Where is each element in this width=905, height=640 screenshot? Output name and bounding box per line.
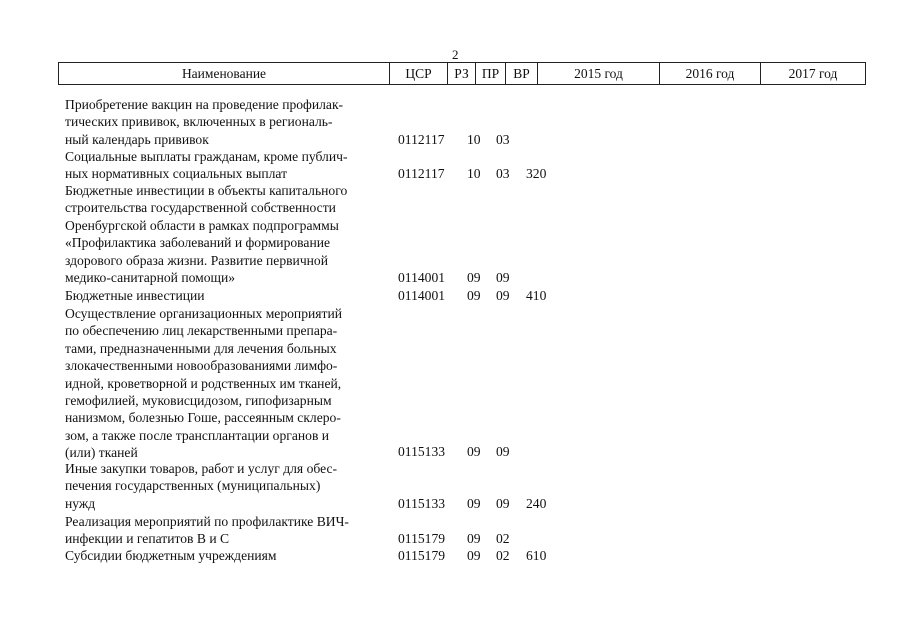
row-pr: 09 [496,496,510,511]
row-pr: 09 [496,288,510,303]
row-vr: 240 [526,496,547,511]
row-pr: 03 [496,166,510,181]
row-csr: 0112117 [398,166,445,181]
row-rz: 10 [467,166,481,181]
row-name: Бюджетные инвестиции в объекты капитального строительства государственной собственности Оренбургской области в рамках подпрограммы «Профилактика заболеваний и формирование здорового образа жизни. Развитие первичной медико-санитарной помощи» [65,183,348,286]
row-csr: 0115133 [398,496,446,511]
header-pr: ПР [475,63,505,84]
row-name: Приобретение вакцин на проведение профилак- тических прививок, включенных в региональ- ный календарь прививок [65,97,344,147]
row-rz: 09 [467,444,481,459]
row-rz: 10 [467,132,481,147]
row-name: Иные закупки товаров, работ и услуг для обес- печения государственных (муниципальных) нужд [65,461,338,511]
row-csr: 0115179 [398,531,446,546]
row-pr: 09 [496,270,510,285]
page-number: 2 [452,47,459,62]
row-rz: 09 [467,531,481,546]
row-name: Социальные выплаты гражданам, кроме публич- ных нормативных социальных выплат [65,149,348,182]
row-csr: 0114001 [398,270,446,285]
header-rz: РЗ [447,63,475,84]
table-header [58,62,866,85]
row-name: Реализация мероприятий по профилактике ВИЧ- инфекции и гепатитов В и С [65,514,349,547]
row-name: Субсидии бюджетным учреждениям [65,548,277,563]
row-vr: 410 [526,288,547,303]
header-2017: 2017 год [760,63,866,84]
row-vr: 610 [526,548,547,563]
row-vr: 320 [526,166,547,181]
row-rz: 09 [467,548,481,563]
row-pr: 02 [496,548,510,563]
row-rz: 09 [467,496,481,511]
row-csr: 0115133 [398,444,446,459]
row-pr: 09 [496,444,510,459]
row-name: Бюджетные инвестиции [65,288,205,303]
row-rz: 09 [467,270,481,285]
header-2016: 2016 год [659,63,760,84]
header-2015: 2015 год [537,63,659,84]
row-csr: 0112117 [398,132,445,147]
row-pr: 02 [496,531,510,546]
header-name: Наименование [58,63,389,84]
row-name: Осуществление организационных мероприятий по обеспечению лиц лекарственными препара- тами, предназначенными для лечения больных злокачественными новообразованиями лимфо- идной, кроветворной и родственных им тканей, гемофилией, муковисцидозом, гипофизарным нанизмом, болезнью Гоше, рассеянным склеро- зом, а также после трансплантации органов и (или) тканей [65,306,343,461]
row-csr: 0115179 [398,548,446,563]
row-rz: 09 [467,288,481,303]
header-vr: ВР [505,63,537,84]
row-csr: 0114001 [398,288,446,303]
header-csr: ЦСР [389,63,447,84]
row-pr: 03 [496,132,510,147]
